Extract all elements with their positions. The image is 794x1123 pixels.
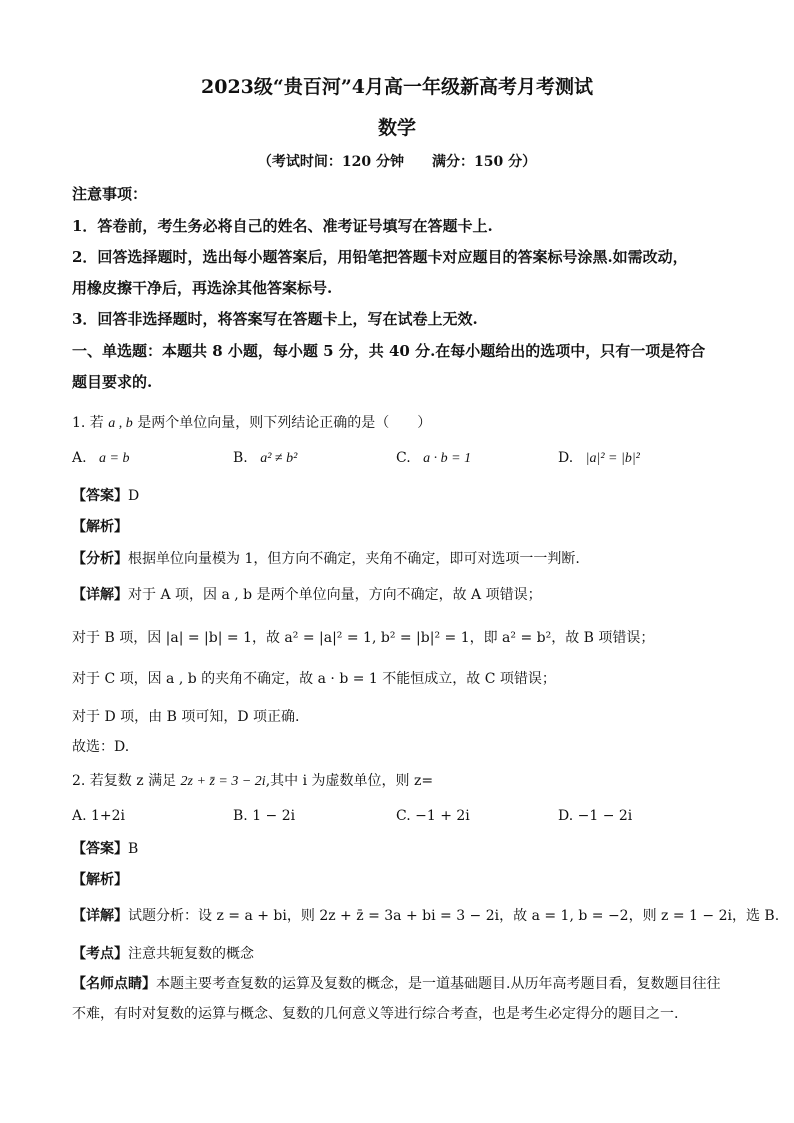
q2-option-a: A. 1+2i <box>72 808 126 824</box>
q1-option-a-text: a = b <box>99 451 130 466</box>
q1-option-a-label: A. <box>72 450 87 466</box>
q1-detail-b: 对于 B 项，因 |a| = |b| = 1，故 a² = |a|² = 1, b² = |b|² = 1，即 a² = b²，故 B 项错误； <box>72 630 655 646</box>
q1-option-b <box>233 450 297 467</box>
q1-option-b-label: B. <box>233 450 248 466</box>
q2-answer <box>72 838 732 858</box>
q1-stem-suffix: 是两个单位向量，则下列结论正确的是（ ） <box>137 415 432 431</box>
fenxi-tag: 【分析】 <box>72 551 128 567</box>
analysis-tag: 【解析】 <box>72 519 128 535</box>
q1-fenxi <box>72 548 732 568</box>
section1-heading-a: 一、单选题：本题共 8 小题，每小题 5 分，共 40 分.在每小题给出的选项中，只有一项是符合 <box>72 342 706 360</box>
q1-detail-a-text: 对于 A 项，因 a , b 是两个单位向量，方向不确定，故 A 项错误； <box>128 587 542 603</box>
q2-teacher-b: 不难，有时对复数的运算与概念、复数的几何意义等进行综合考查，也是考生必定得分的题目之一. <box>72 1006 679 1022</box>
kaodian-tag: 【考点】 <box>72 946 128 962</box>
detail-tag: 【详解】 <box>72 908 128 924</box>
detail-tag: 【详解】 <box>72 587 128 603</box>
q2-teacher-a <box>72 973 732 993</box>
q1-answer <box>72 485 732 505</box>
q1-detail-d: 对于 D 项，由 B 项可知，D 项正确. <box>72 709 300 725</box>
q1-option-d-text: |a|² = |b|² <box>585 451 640 466</box>
q2-teacher-a-text: 本题主要考查复数的运算及复数的概念，是一道基础题目.从历年高考题目看，复数题目往往 <box>156 976 721 992</box>
analysis-tag: 【解析】 <box>72 872 128 888</box>
q1-option-a <box>72 450 129 467</box>
q1-stem-prefix: 1. 若 <box>72 415 104 431</box>
q1-stem-vars: a , b <box>108 416 133 431</box>
q1-analysis-tag <box>72 516 732 536</box>
note-item-2a: 2．回答选择题时，选出每小题答案后，用铅笔把答题卡对应题目的答案标号涂黑.如需改动， <box>72 248 688 266</box>
answer-tag: 【答案】 <box>72 841 128 857</box>
q1-stem <box>72 412 732 432</box>
section1-heading-b: 题目要求的. <box>72 373 153 391</box>
q2-answer-value: B <box>128 841 139 857</box>
q2-analysis-tag <box>72 869 732 889</box>
note-item-3: 3．回答非选择题时，将答案写在答题卡上，写在试卷上无效. <box>72 310 478 328</box>
subject-title: 数学 <box>377 117 416 139</box>
q2-option-b: B. 1 − 2i <box>233 808 296 824</box>
note-item-1: 1．答卷前，考生务必将自己的姓名、准考证号填写在答题卡上. <box>72 217 493 235</box>
q2-kaodian-text: 注意共轭复数的概念 <box>128 946 254 962</box>
q1-option-c <box>396 450 471 467</box>
q2-option-c: C. −1 + 2i <box>396 808 470 824</box>
answer-tag: 【答案】 <box>72 488 128 504</box>
q1-detail-a <box>72 584 732 604</box>
q1-option-d-label: D. <box>558 450 574 466</box>
q1-option-c-text: a · b = 1 <box>423 451 472 466</box>
note-item-2b: 用橡皮擦干净后，再选涂其他答案标号. <box>72 279 333 297</box>
teacher-tag: 【名师点睛】 <box>72 976 156 992</box>
q2-stem-suffix: ,其中 i 为虚数单位，则 z= <box>265 773 434 789</box>
q1-answer-value: D <box>128 488 140 504</box>
q2-stem <box>72 770 732 790</box>
q2-detail <box>72 905 780 925</box>
q2-stem-eq: 2z + z̄ = 3 − 2i <box>180 774 266 789</box>
exam-title: 2023级“贵百河”4月高一年级新高考月考测试 <box>201 76 593 98</box>
q2-detail-text: 试题分析：设 z = a + bi，则 2z + z̄ = 3a + bi = 3 − 2i，故 a = 1, b = −2，则 z = 1 − 2i，选 B. <box>128 908 780 924</box>
exam-info: （考试时间：120 分钟 满分：150 分） <box>257 154 537 170</box>
q1-choose: 故选：D. <box>72 739 130 755</box>
q1-fenxi-text: 根据单位向量模为 1，但方向不确定，夹角不确定，即可对选项一一判断. <box>128 551 580 567</box>
q1-option-c-label: C. <box>396 450 411 466</box>
notes-heading: 注意事项： <box>72 185 148 203</box>
q1-option-b-text: a² ≠ b² <box>260 451 298 466</box>
q2-kaodian <box>72 943 732 963</box>
q2-option-d: D. −1 − 2i <box>558 808 633 824</box>
q2-stem-prefix: 2. 若复数 z 满足 <box>72 773 177 789</box>
q1-detail-c: 对于 C 项，因 a , b 的夹角不确定，故 a · b = 1 不能恒成立，故 C 项错误； <box>72 671 556 687</box>
q1-option-d <box>558 450 640 467</box>
